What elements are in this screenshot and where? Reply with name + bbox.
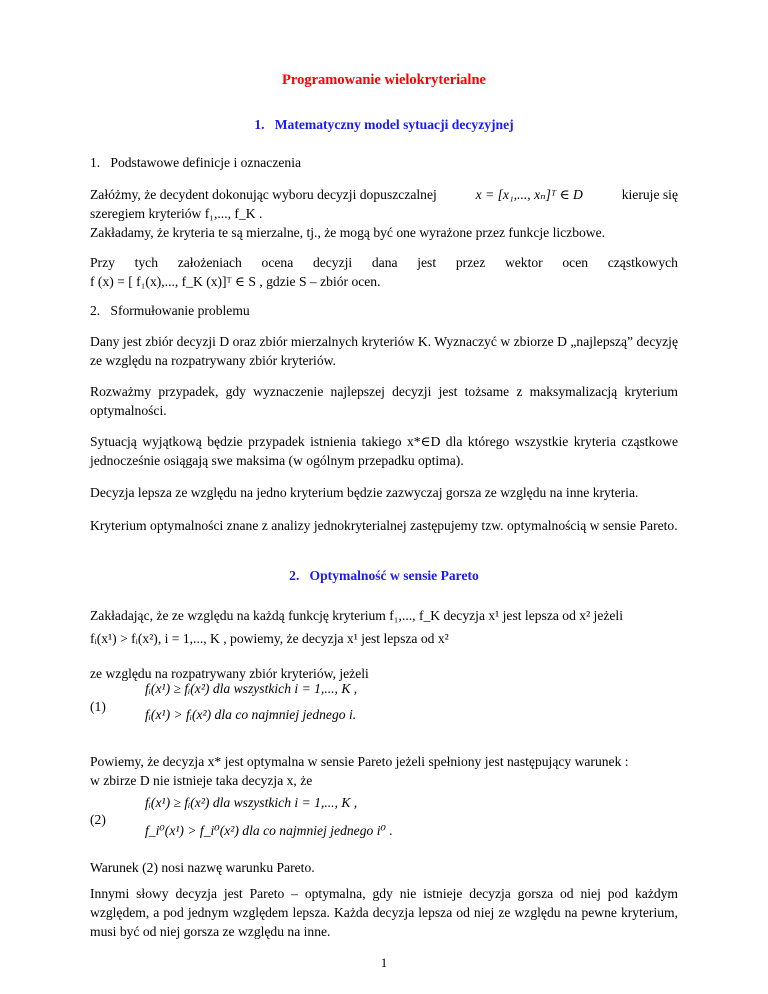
- paragraph-10: [90, 752, 678, 790]
- subsection-1-heading: 1. Podstawowe definicje i oznaczenia: [90, 155, 302, 170]
- paragraph-2-line-2: f (x) = [ f₁(x),..., f_K (x)]ᵀ ∈ S , gdzie S – zbiór ocen.: [90, 274, 381, 289]
- equation-1-line-1: fᵢ(x¹) ≥ fᵢ(x²) dla wszystkich i = 1,..., K ,: [145, 681, 358, 696]
- paragraph-2-word: Przy: [90, 255, 115, 270]
- paragraph-2-word: jest: [417, 255, 437, 270]
- equation-1-number: (1): [90, 699, 106, 714]
- subsection-2-heading: 2. Sformułowanie problemu: [90, 303, 250, 318]
- paragraph-2-word: wektor: [504, 255, 543, 270]
- paragraph-10-line-1: Powiemy, że decyzja x* jest optymalna w sensie Pareto jeżeli spełniony jest następujący warunek :: [90, 754, 629, 769]
- paragraph-1-line-2: szeregiem kryteriów f₁,..., f_K .: [90, 206, 263, 221]
- paragraph-2: [90, 253, 678, 291]
- paragraph-5: Sytuacją wyjątkową będzie przypadek istnienia takiego x*∈D dla którego wszystkie kryteria cząstkowe jednocześnie osiągają swe maksima (w ogólnym przepadku optima).: [90, 434, 678, 468]
- paragraph-10-line-2: w zbirze D nie istnieje taka decyzja x, że: [90, 773, 313, 788]
- paragraph-2-word: decyzji: [312, 255, 353, 270]
- paragraph-12: Innymi słowy decyzja jest Pareto – optymalna, gdy nie istnieje decyzja gorsza od niej pod każdym względem, a pod jednym względem lepsza. Każda decyzja lepsza od niej ze względu na pewne kryterium, musi być od niej gorsza ze względu na inne.: [90, 886, 678, 939]
- paragraph-1: [90, 185, 678, 242]
- paragraph-9: ze względu na rozpatrywany zbiór kryteriów, jeżeli: [90, 666, 369, 681]
- paragraph-2-word: cząstkowych: [607, 255, 678, 270]
- paragraph-1-text: Załóżmy, że decydent dokonując wyboru decyzji dopuszczalnej: [90, 187, 437, 202]
- document-title: Programowanie wielokryterialne: [282, 72, 486, 88]
- paragraph-2-line-1: [90, 253, 678, 272]
- equation-2-line-2: f_i⁰(x¹) > f_i⁰(x²) dla co najmniej jednego i⁰ .: [145, 823, 393, 838]
- paragraph-1-line-1: [90, 185, 678, 204]
- equation-2-line-1: fᵢ(x¹) ≥ fᵢ(x²) dla wszystkich i = 1,..., K ,: [145, 795, 358, 810]
- decision-vector-formula: x = [x₁,..., xₙ]ᵀ ∈ D: [475, 187, 583, 202]
- equation-2-number: (2): [90, 812, 106, 827]
- section-2-heading: 2. Optymalność w sensie Pareto: [289, 568, 479, 583]
- paragraph-8: [90, 606, 678, 648]
- paragraph-4: Rozważmy przypadek, gdy wyznaczenie najlepszej decyzji jest tożsame z maksymalizacją kryterium optymalności.: [90, 384, 678, 418]
- paragraph-2-word: założeniach: [177, 255, 242, 270]
- paragraph-2-word: dana: [371, 255, 398, 270]
- equation-1-line-2: fᵢ(x¹) > fᵢ(x²) dla co najmniej jednego i.: [145, 707, 357, 722]
- paragraph-2-word: tych: [134, 255, 159, 270]
- paragraph-11: Warunek (2) nosi nazwę warunku Pareto.: [90, 860, 315, 875]
- section-1-heading: 1. Matematyczny model sytuacji decyzyjnej: [254, 117, 514, 132]
- paragraph-1-line-3: Zakładamy, że kryteria te są mierzalne, tj., że mogą być one wyrażone przez funkcje liczbowe.: [90, 225, 606, 240]
- paragraph-3: Dany jest zbiór decyzji D oraz zbiór mierzalnych kryteriów K. Wyznaczyć w zbiorze D „najlepszą” decyzję ze względu na rozpatrywany zbiór kryteriów.: [90, 334, 678, 368]
- paragraph-8-line-1: Zakładając, że ze względu na każdą funkcję kryterium f₁,..., f_K decyzja x¹ jest lepsza od x² jeżeli: [90, 608, 623, 623]
- paragraph-6: Decyzja lepsza ze względu na jedno kryterium będzie zazwyczaj gorsza ze względu na inne kryteria.: [90, 485, 639, 500]
- paragraph-2-word: ocen: [562, 255, 589, 270]
- paragraph-2-word: przez: [455, 255, 486, 270]
- paragraph-2-word: ocena: [261, 255, 294, 270]
- page-number: 1: [380, 955, 388, 970]
- paragraph-1-end: kieruje się: [621, 187, 678, 202]
- paragraph-7: Kryterium optymalności znane z analizy jednokryterialnej zastępujemy tzw. optymalnością w sensie Pareto.: [90, 518, 678, 533]
- paragraph-8-line-2: fᵢ(x¹) > fᵢ(x²), i = 1,..., K , powiemy, że decyzja x¹ jest lepsza od x²: [90, 631, 449, 646]
